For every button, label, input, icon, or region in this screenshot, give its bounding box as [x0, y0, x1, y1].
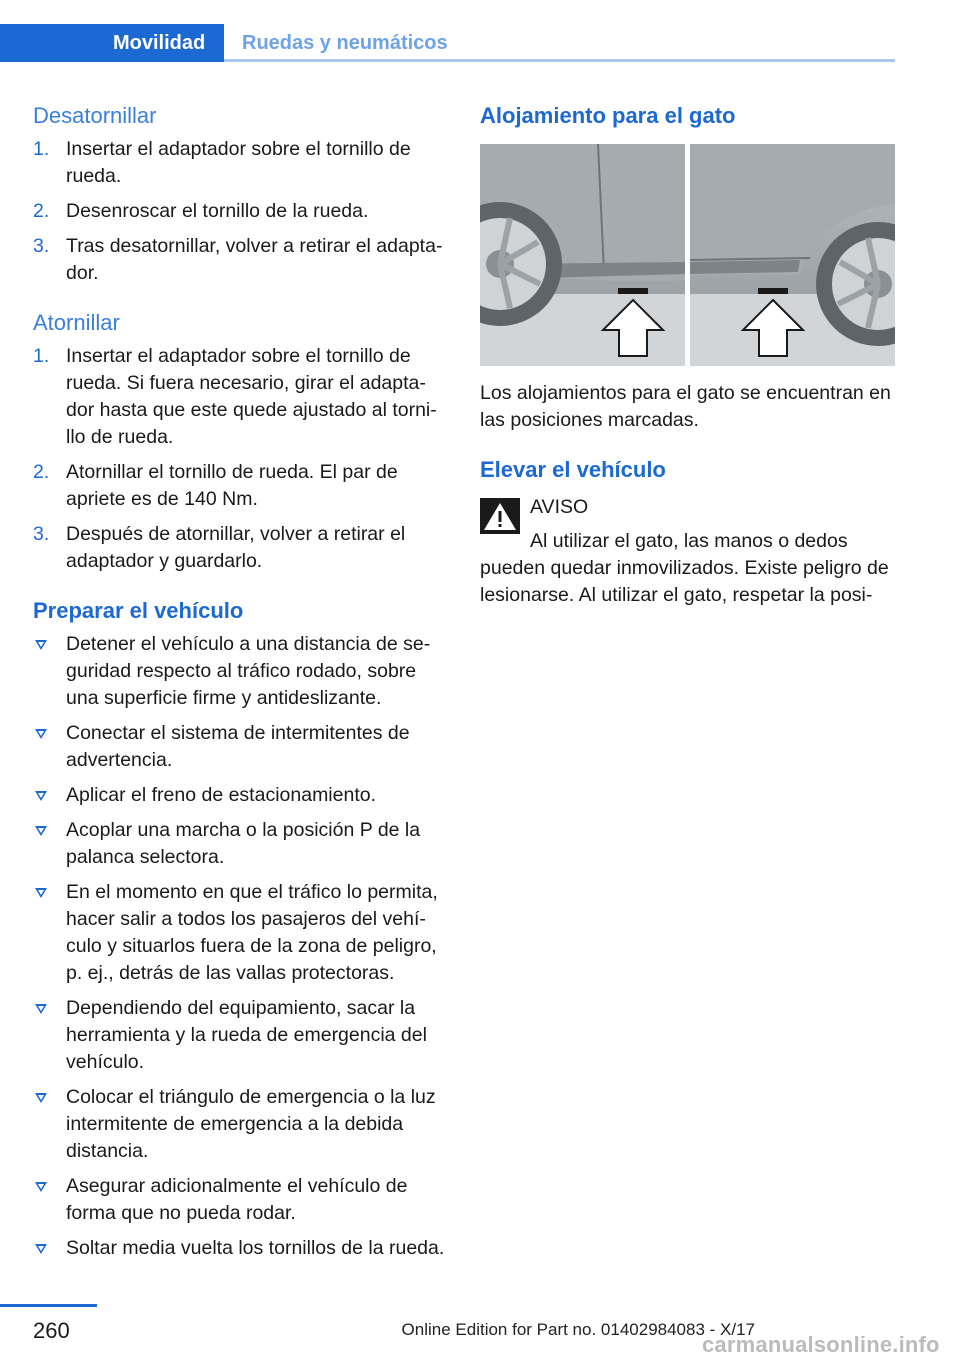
warning-label: AVISO	[530, 496, 589, 518]
item-text: Después de atornillar, volver a retirar el adaptador y guardarlo.	[66, 523, 406, 572]
item-text: Detener el vehículo a una distancia de se‐guridad respecto al tráfico rodado, sobre una superficie firme y antideslizante.	[66, 633, 431, 709]
tab-ruedas-neumaticos[interactable]: Ruedas y neumáticos	[224, 24, 895, 62]
right-column	[480, 100, 900, 609]
item-number: 2.	[33, 200, 50, 222]
item-text: Colocar el triángulo de emergencia o la luz intermitente de emergencia a la debida distancia.	[66, 1086, 436, 1162]
heading-atornillar: Atornillar	[33, 310, 120, 335]
figure-caption: Los alojamientos para el gato se encuentran en las posiciones marcadas.	[480, 382, 891, 431]
item-text: Tras desatornillar, volver a retirar el adapta‐dor.	[66, 235, 443, 284]
item-text: Desenroscar el tornillo de la rueda.	[66, 200, 369, 222]
list-item	[33, 1235, 448, 1262]
item-text: Acoplar una marcha o la posición P de la palanca selectora.	[66, 819, 421, 868]
list-preparar-vehiculo	[33, 631, 448, 1262]
item-text: En el momento en que el tráfico lo permita, hacer salir a todos los pasajeros del vehí‐culo y situarlos fuera de la zona de peligro, p. ej., detrás de las vallas protectoras.	[66, 881, 438, 984]
warning-text-rest: pueden quedar inmovilizados. Existe peligro de lesionarse. Al utilizar el gato, respetar la posi‐	[480, 557, 889, 606]
list-item	[33, 1173, 448, 1227]
page-number: 260	[33, 1318, 70, 1343]
list-item	[33, 343, 448, 451]
list-item	[33, 995, 448, 1076]
item-number: 1.	[33, 345, 50, 367]
item-text: Aplicar el freno de estacionamiento.	[66, 784, 377, 806]
list-desatornillar	[33, 136, 448, 287]
bullet-triangle-icon	[35, 826, 47, 836]
item-text: Dependiendo del equipamiento, sacar la herramienta y la rueda de emergencia del vehículo.	[66, 997, 427, 1073]
tab-movilidad[interactable]: Movilidad	[0, 24, 224, 62]
item-number: 1.	[33, 138, 50, 160]
list-item	[33, 1084, 448, 1165]
list-item	[33, 459, 448, 513]
car-jack-points-image	[480, 144, 895, 366]
bullet-triangle-icon	[35, 1182, 47, 1192]
bullet-triangle-icon	[35, 729, 47, 739]
bullet-triangle-icon	[35, 888, 47, 898]
item-number: 2.	[33, 461, 50, 483]
list-atornillar	[33, 343, 448, 575]
item-text: Insertar el adaptador sobre el tornillo de rueda.	[66, 138, 411, 187]
list-item	[33, 136, 448, 190]
warning-text-first: Al utilizar el gato, las manos o dedos	[530, 530, 848, 552]
list-item	[33, 198, 448, 225]
bullet-triangle-icon	[35, 1004, 47, 1014]
warning-block	[480, 494, 900, 609]
list-item	[33, 817, 448, 871]
list-item	[33, 631, 448, 712]
list-item	[33, 521, 448, 575]
footer-rule	[0, 1304, 97, 1307]
warning-triangle-icon	[480, 498, 520, 534]
list-item	[33, 782, 448, 809]
heading-desatornillar: Desatornillar	[33, 103, 157, 128]
heading-preparar-vehiculo: Preparar el vehículo	[33, 598, 244, 623]
item-number: 3.	[33, 523, 50, 545]
item-text: Atornillar el tornillo de rueda. El par de apriete es de 140 Nm.	[66, 461, 398, 510]
item-number: 3.	[33, 235, 50, 257]
list-item	[33, 720, 448, 774]
heading-alojamiento-gato: Alojamiento para el gato	[480, 103, 736, 128]
edition-text: Online Edition for Part no. 01402984083 - X/17	[401, 1320, 755, 1339]
bullet-triangle-icon	[35, 1244, 47, 1254]
list-item	[33, 879, 448, 987]
heading-elevar-vehiculo: Elevar el vehículo	[480, 457, 666, 482]
item-text: Conectar el sistema de intermitentes de advertencia.	[66, 722, 410, 771]
item-text: Soltar media vuelta los tornillos de la rueda.	[66, 1237, 445, 1259]
bullet-triangle-icon	[35, 1093, 47, 1103]
bullet-triangle-icon	[35, 640, 47, 650]
jack-points-illustration	[480, 144, 895, 366]
watermark: carmanualsonline.info	[702, 1332, 940, 1357]
left-column	[33, 100, 448, 1262]
list-item	[33, 233, 448, 287]
bullet-triangle-icon	[35, 791, 47, 801]
item-text: Insertar el adaptador sobre el tornillo de rueda. Si fuera necesario, girar el adapta‐dor hasta que este quede ajustado al torni‐llo de rueda.	[66, 345, 437, 448]
item-text: Asegurar adicionalmente el vehículo de forma que no pueda rodar.	[66, 1175, 408, 1224]
